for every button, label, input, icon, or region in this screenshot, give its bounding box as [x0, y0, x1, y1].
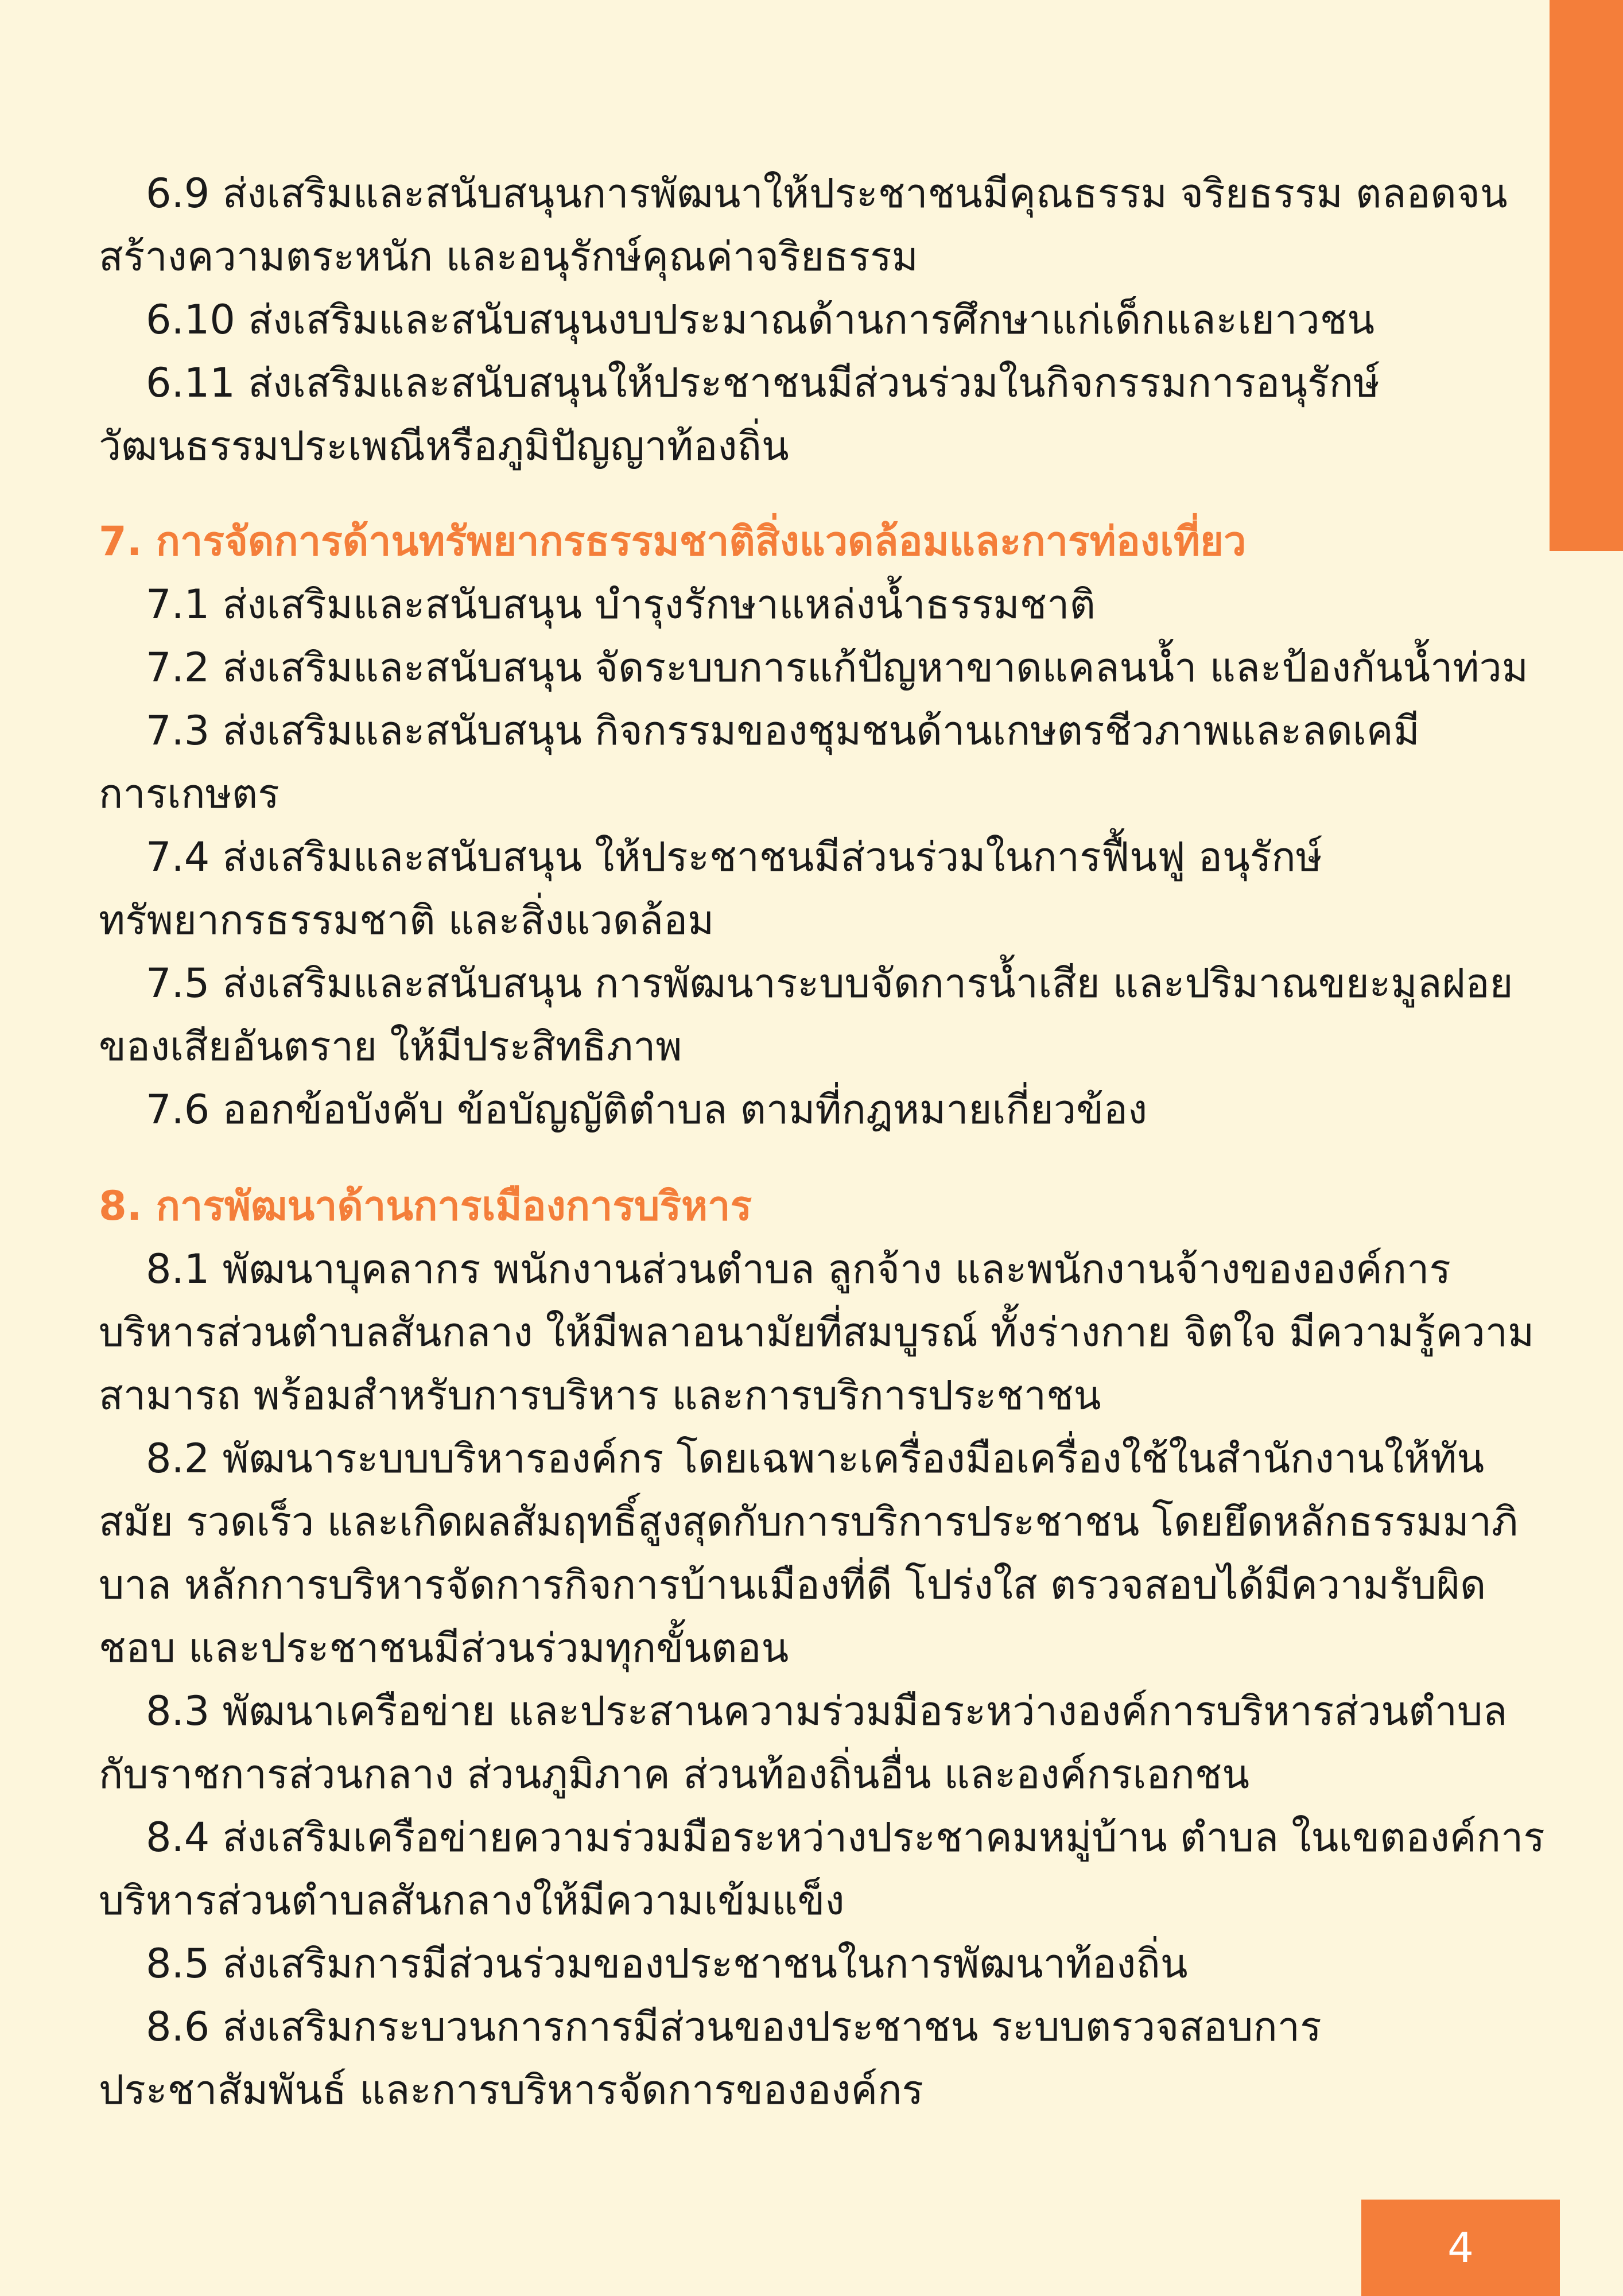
paragraph-7-5: 7.5 ส่งเสริมและสนับสนุน การพัฒนาระบบจัดการน้ำเสีย และปริมาณขยะมูลฝอย ของเสียอันตราย ให้มีประสิทธิภาพ: [99, 960, 1513, 1070]
paragraph-7-3: 7.3 ส่งเสริมและสนับสนุน กิจกรรมของชุมชนด้านเกษตรชีวภาพและลดเคมีการเกษตร: [99, 707, 1420, 817]
paragraph-6-9: 6.9 ส่งเสริมและสนับสนุนการพัฒนาให้ประชาชนมีคุณธรรม จริยธรรม ตลอดจนสร้างความตระหนัก และอนุรักษ์คุณค่าจริยธรรม: [99, 170, 1508, 280]
paragraph-8-5: 8.5 ส่งเสริมการมีส่วนร่วมของประชาชนในการพัฒนาท้องถิ่น: [146, 1940, 1188, 1987]
paragraph-8-6: 8.6 ส่งเสริมกระบวนการการมีส่วนของประชาชน ระบบตรวจสอบการประชาสัมพันธ์ และการบริหารจัดการขององค์กร: [99, 2003, 1322, 2113]
paragraph-6-10: 6.10 ส่งเสริมและสนับสนุนงบประมาณด้านการศึกษาแก่เด็กและเยาวชน: [146, 296, 1375, 343]
document-body: [99, 162, 1545, 2122]
side-accent-tab: [1550, 0, 1623, 551]
paragraph-8-4: 8.4 ส่งเสริมเครือข่ายความร่วมมือระหว่างประชาคมหมู่บ้าน ตำบล ในเขตองค์การบริหารส่วนตำบลสันกลางให้มีความเข้มแข็ง: [99, 1814, 1545, 1924]
paragraph-6-11: 6.11 ส่งเสริมและสนับสนุนให้ประชาชนมีส่วนร่วมในกิจกรรมการอนุรักษ์วัฒนธรรมประเพณีหรือภูมิปัญญาท้องถิ่น: [99, 359, 1380, 470]
page-number-box: [1361, 2200, 1560, 2296]
paragraph-7-1: 7.1 ส่งเสริมและสนับสนุน บำรุงรักษาแหล่งน้ำธรรมชาติ: [146, 581, 1096, 628]
paragraph-8-2: 8.2 พัฒนาระบบบริหารองค์กร โดยเฉพาะเครื่องมือเครื่องใช้ในสำนักงานให้ทันสมัย รวดเร็ว และเกิดผลสัมฤทธิ์สูงสุดกับการบริการประชาชน โดยยึดหลักธรรมมาภิบาล หลักการบริหารจัดการกิจการบ้านเมืองที่ดี โปร่งใส ตรวจสอบได้มีความรับผิดชอบ และประชาชนมีส่วนร่วมทุกขั้นตอน: [99, 1435, 1519, 1671]
section-7-heading: 7. การจัดการด้านทรัพยากรธรรมชาติสิ่งแวดล้อมและการท่องเที่ยว: [99, 518, 1247, 565]
page-number: 4: [1447, 2224, 1474, 2272]
paragraph-8-3: 8.3 พัฒนาเครือข่าย และประสานความร่วมมือระหว่างองค์การบริหารส่วนตำบล กับราชการส่วนกลาง ส่วนภูมิภาค ส่วนท้องถิ่นอื่น และองค์กรเอกชน: [99, 1688, 1508, 1798]
paragraph-8-1: 8.1 พัฒนาบุคลากร พนักงานส่วนตำบล ลูกจ้าง และพนักงานจ้างขององค์การบริหารส่วนตำบลสันกลาง ให้มีพลาอนามัยที่สมบูรณ์ ทั้งร่างกาย จิตใจ มีความรู้ความสามารถ พร้อมสำหรับการบริหาร และการบริการประชาชน: [99, 1246, 1535, 1419]
paragraph-7-2: 7.2 ส่งเสริมและสนับสนุน จัดระบบการแก้ปัญหาขาดแคลนน้ำ และป้องกันน้ำท่วม: [146, 644, 1528, 691]
section-8-heading: 8. การพัฒนาด้านการเมืองการบริหาร: [99, 1182, 752, 1230]
paragraph-7-4: 7.4 ส่งเสริมและสนับสนุน ให้ประชาชนมีส่วนร่วมในการฟื้นฟู อนุรักษ์ทรัพยากรธรรมชาติ และสิ่งแวดล้อม: [99, 833, 1322, 944]
paragraph-7-6: 7.6 ออกข้อบังคับ ข้อบัญญัติตำบล ตามที่กฎหมายเกี่ยวข้อง: [146, 1086, 1148, 1133]
